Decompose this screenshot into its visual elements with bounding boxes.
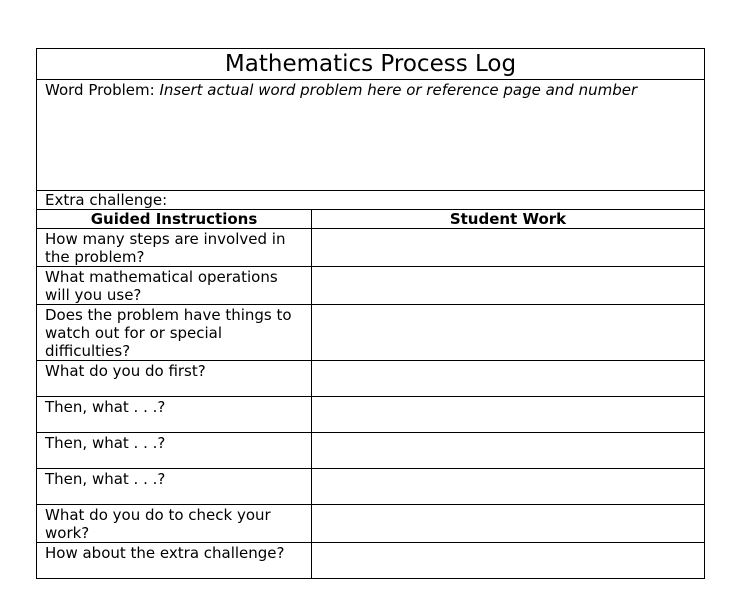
student-work-cell[interactable] bbox=[312, 361, 705, 397]
student-work-cell[interactable] bbox=[312, 397, 705, 433]
student-work-cell[interactable] bbox=[312, 229, 705, 267]
table-row bbox=[37, 305, 705, 361]
page-title: Mathematics Process Log bbox=[37, 49, 705, 80]
question-operations: What mathematical operations will you use? bbox=[37, 267, 312, 305]
question-difficulties: Does the problem have things to watch out for or special difficulties? bbox=[37, 305, 312, 361]
question-check-work: What do you do to check your work? bbox=[37, 505, 312, 543]
student-work-cell[interactable] bbox=[312, 505, 705, 543]
table-row bbox=[37, 543, 705, 579]
question-then-2: Then, what . . .? bbox=[37, 433, 312, 469]
student-work-cell[interactable] bbox=[312, 305, 705, 361]
guided-instructions-header: Guided Instructions bbox=[37, 210, 312, 229]
table-row bbox=[37, 469, 705, 505]
student-work-cell[interactable] bbox=[312, 469, 705, 505]
table-row bbox=[37, 267, 705, 305]
table-row bbox=[37, 505, 705, 543]
question-then-3: Then, what . . .? bbox=[37, 469, 312, 505]
extra-challenge-label: Extra challenge: bbox=[45, 191, 168, 209]
question-then-1: Then, what . . .? bbox=[37, 397, 312, 433]
student-work-cell[interactable] bbox=[312, 543, 705, 579]
table-row bbox=[37, 397, 705, 433]
table-row bbox=[37, 433, 705, 469]
student-work-header: Student Work bbox=[312, 210, 705, 229]
process-log-table bbox=[36, 48, 705, 579]
student-work-cell[interactable] bbox=[312, 433, 705, 469]
question-steps: How many steps are involved in the problem? bbox=[37, 229, 312, 267]
table-row bbox=[37, 361, 705, 397]
word-problem-instruction: Insert actual word problem here or reference page and number bbox=[159, 81, 638, 99]
student-work-cell[interactable] bbox=[312, 267, 705, 305]
table-row bbox=[37, 229, 705, 267]
word-problem-label: Word Problem: bbox=[45, 81, 160, 99]
word-problem-box[interactable] bbox=[37, 80, 705, 191]
question-extra-challenge: How about the extra challenge? bbox=[37, 543, 312, 579]
extra-challenge-field[interactable] bbox=[37, 191, 705, 210]
question-first: What do you do first? bbox=[37, 361, 312, 397]
